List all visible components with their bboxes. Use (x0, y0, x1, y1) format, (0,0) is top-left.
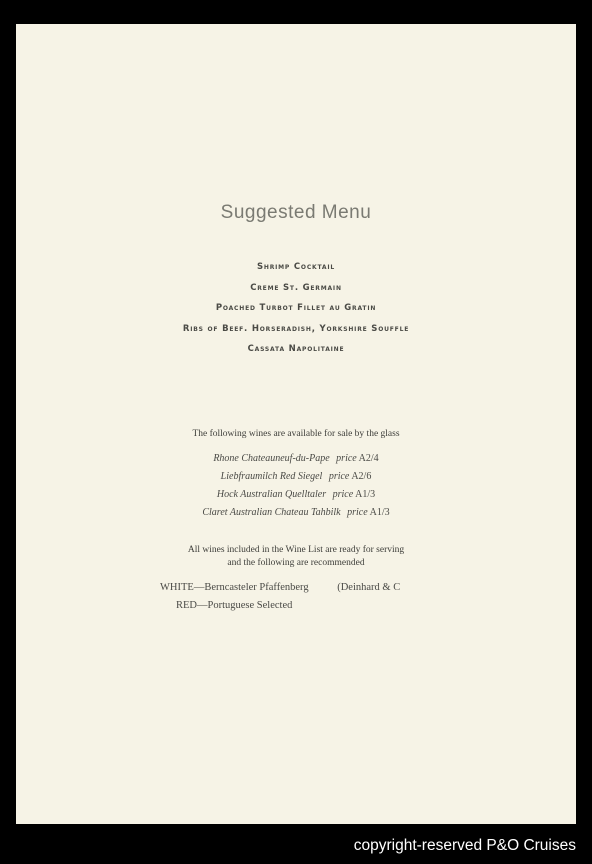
price-label: price (347, 507, 368, 518)
course-item: Cassata Napolitaine (247, 344, 345, 354)
wine-item (16, 504, 576, 522)
white-wine: WHITE—Berncasteler Pfaffenberg (160, 582, 309, 593)
course-item: Ribs of Beef. Horseradish, Yorkshire Souffle (182, 323, 410, 334)
menu-page (16, 24, 576, 824)
course-item: Poached Turbot Fillet au Gratin (215, 303, 377, 313)
white-producer: (Deinhard & C (337, 582, 401, 593)
price-label: price (332, 489, 354, 500)
wine-item (16, 486, 576, 504)
recommended-red: RED—Portuguese Selected (176, 600, 293, 611)
recommended-white (160, 579, 400, 597)
wine-price: A1/3 (369, 507, 390, 518)
course-item: Shrimp Cocktail (256, 262, 336, 272)
wine-price: A2/4 (358, 453, 379, 464)
wine-list-note (16, 544, 576, 570)
wine-name: Hock Australian Quelltaler (216, 489, 327, 500)
wine-item (16, 468, 576, 486)
recommended-wines (160, 579, 400, 615)
price-label: price (336, 453, 357, 464)
wine-price: A2/6 (351, 471, 372, 482)
wine-name: Liebfraumilch Red Siegel (220, 471, 323, 482)
wine-name: Rhone Chateauneuf-du-Pape (213, 453, 330, 464)
wine-name: Claret Australian Chateau Tahbilk (202, 507, 341, 518)
copyright-notice: copyright-reserved P&O Cruises (353, 837, 576, 854)
wine-intro: The following wines are available for sale by the glass (192, 429, 400, 439)
menu-title: Suggested Menu (220, 202, 372, 223)
wine-price: A1/3 (355, 489, 376, 500)
wine-item (16, 450, 576, 468)
course-list (16, 257, 576, 360)
wine-list (16, 450, 576, 522)
note-line: and the following are recommended (227, 558, 365, 568)
course-item: Creme St. Germain (250, 282, 342, 293)
note-line: All wines included in the Wine List are ready for serving (187, 545, 405, 555)
price-label: price (328, 471, 350, 482)
